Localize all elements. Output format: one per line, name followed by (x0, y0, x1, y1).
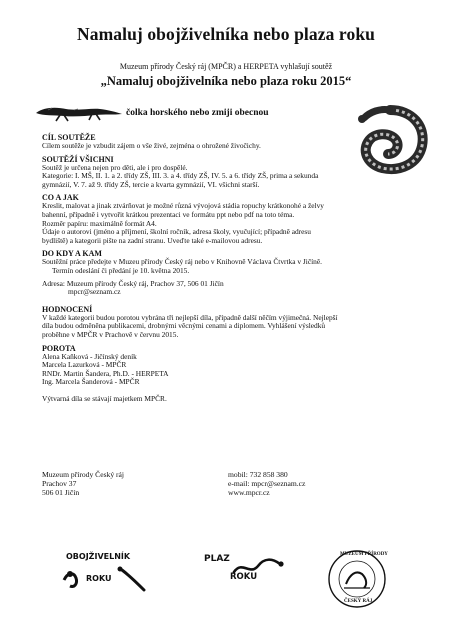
section-heading-what-how: CO A JAK (42, 193, 79, 203)
what-how-text: bahenní, případně i vytvořit krátkou prezentaci ve formátu ppt nebo pdf na toto téma. (42, 209, 295, 219)
section-heading-deadline: DO KDY A KAM (42, 249, 102, 259)
deadline-text: Soutěžní práce předejte v Muzeu přírody Český ráj nebo v Knihovně Václava Čtvrtka v Jičíně. (42, 257, 323, 267)
logo-text: PLAZ (204, 554, 230, 564)
section-heading-evaluation: HODNOCENÍ (42, 304, 93, 314)
organizer-line: Muzeum přírody Český ráj (MPČR) a HERPETA vyhlašují soutěž (119, 62, 333, 71)
participants-text: gymnázií, V. 7. až 9. třídy ZŠ, tercie a kvarta gymnázií, VI. všichni starší. (42, 179, 260, 189)
logo-text: ROKU (230, 572, 258, 582)
what-how-text: Údaje o autorovi (jméno a příjmení, školní ročník, adresa školy, vyučující; případně adresu (42, 227, 311, 237)
jury-member: RNDr. Martin Šandera, Ph.D. - HERPETA (42, 368, 169, 378)
jury-member: Ing. Marcela Šanderová - MPČR (42, 377, 140, 387)
what-how-text: Kreslit, malovat a jinak ztvárňovat je možné různá vývojová stádia ropuchy krátkonohé a želvy (42, 201, 324, 211)
plaz-roku-logo (196, 548, 296, 598)
contact-details (228, 470, 305, 498)
page-title: Namaluj obojživelníka nebo plaza roku (77, 24, 375, 44)
contact-line: 506 01 Jičín (42, 488, 80, 498)
obojzivelnik-roku-logo (54, 548, 154, 598)
section-heading-goal: CÍL SOUTĚŽE (42, 133, 96, 142)
evaluation-text: díla budou odměněna publikacemi, drobnými věcnými cenami a diplomem. Vyhlášení výsledků (42, 321, 326, 331)
email-text: mpcr@seznam.cz (68, 287, 121, 297)
contact-line: mobil: 732 858 380 (228, 470, 288, 479)
newt-illustration-icon (34, 99, 124, 123)
contact-line: Prachov 37 (42, 479, 77, 489)
contact-line: e-mail: mpcr@seznam.cz (228, 479, 306, 489)
competition-subtitle: „Namaluj obojživelníka nebo plaza roku 2015“ (100, 74, 352, 88)
participants-text: Soutěž je určena nejen pro děti, ale i pro dospělé. (42, 162, 188, 172)
address-text: Adresa: Muzeum přírody Český ráj, Prachov 37, 506 01 Jičín (42, 278, 224, 288)
section-heading-jury: POROTA (42, 343, 76, 353)
evaluation-text: V každé kategorii budou porotou vybrána tři nejlepší díla, případně další něčím výjimečná. Nejlepší (42, 312, 338, 322)
logo-text: OBOJŽIVELNÍK (66, 552, 131, 561)
rules-text (42, 129, 372, 403)
jury-member: Alena Kaňková - Jičínský deník (42, 351, 137, 361)
deadline-text: Termín odeslání či předání je 10. května 2015. (52, 265, 190, 275)
jury-member: Marcela Lazurková - MPČR (42, 360, 127, 370)
section-heading-participants: SOUTĚŽÍ VŠICHNI (42, 154, 114, 164)
what-how-text: bydliště) a kategorii pište na zadní stranu. Uveďte také e-mailovou adresu. (42, 235, 263, 245)
participants-text: Kategorie: I. MŠ, II. 1. a 2. třídy ZŠ, III. 3. a 4. třídy ZŠ, IV. 5. a 6. třídy ZŠ, prima a sekunda (42, 171, 319, 181)
what-how-text: Rozměr papíru: maximálně formát A4. (42, 218, 157, 228)
contact-line: Muzeum přírody Český ráj (42, 470, 125, 479)
muzeum-prirody-logo (322, 548, 392, 610)
goal-text: Cílem soutěže je vzbudit zájem o vše živé, zejména o ohrožené živočichy. (42, 141, 261, 150)
logo-text: ROKU (86, 574, 112, 583)
ownership-note: Výtvarná díla se stávají majetkem MPČR. (42, 393, 167, 403)
contact-address (42, 470, 124, 498)
evaluation-text: proběhne v MPČR v Prachově v červnu 2015. (42, 329, 179, 339)
seal-text: ČESKÝ RÁJ (344, 599, 373, 604)
contact-line: www.mpcr.cz (228, 488, 270, 498)
species-line: čolka horského nebo zmiji obecnou (126, 108, 269, 118)
seal-text: MUZEUM PŘÍRODY (340, 552, 388, 557)
